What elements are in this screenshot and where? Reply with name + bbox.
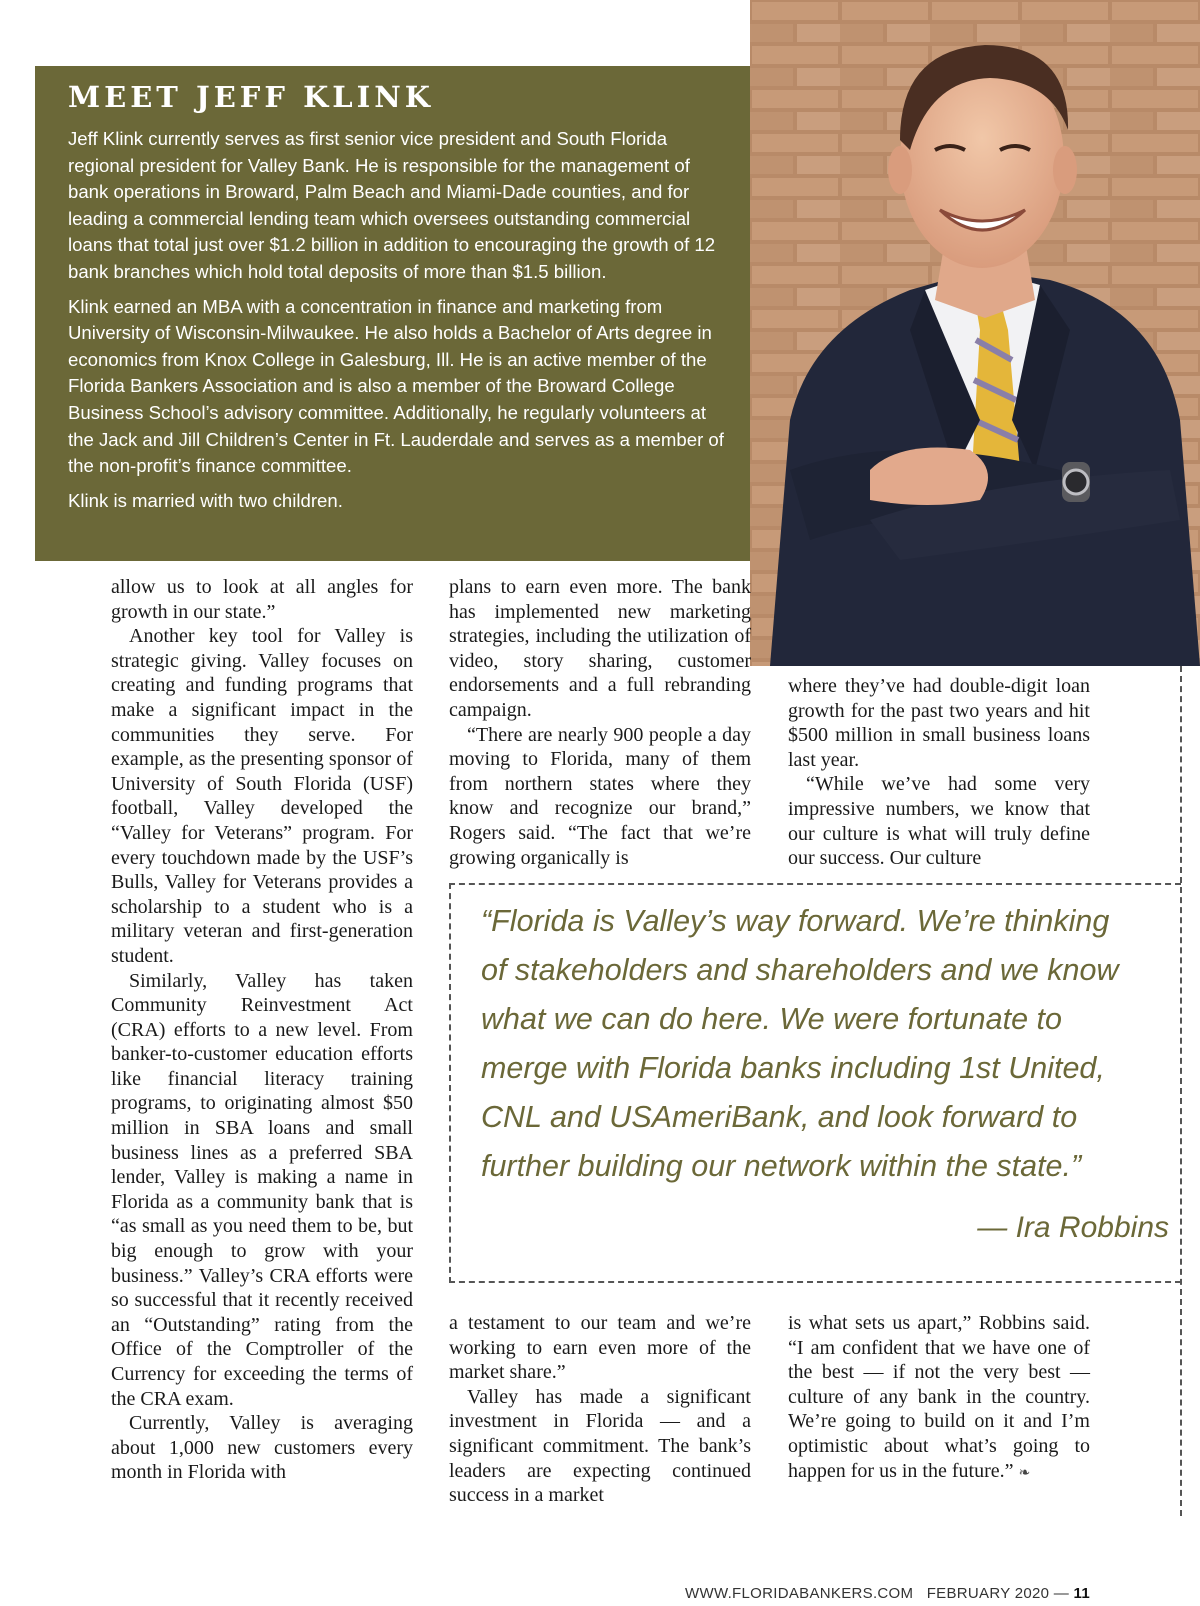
article-paragraph: Similarly, Valley has taken Community Reinvestment Act (CRA) efforts to a new level. From banker-to-customer education efforts like financial literacy training programs, to originating almost $50 million in SBA loans and small business lines as a preferred SBA lender, Valley is making a name in Florida as a community bank that is “as small as you need them to be, but big enough to grow with your business.” Valley’s CRA efforts were so successful that it recently received an “Outstanding” rating from the Office of the Comptroller of the Currency for exceeding the terms of the CRA exam.	[111, 969, 413, 1410]
article-column-3-top	[788, 674, 1090, 871]
article-paragraph: where they’ve had double-digit loan growth for the past two years and hit $500 million in small business loans last year.	[788, 675, 1090, 771]
pull-quote-text: “Florida is Valley’s way forward. We’re thinking of stakeholders and shareholders and we know what we can do here. We were fortunate to merge with Florida banks including 1st United, CNL and USAmeriBank, and look forward to further building our network within the state.”	[481, 904, 1119, 1183]
footer-date: FEBRUARY 2020 —	[926, 1585, 1070, 1602]
article-paragraph	[788, 1311, 1090, 1485]
article-paragraph: plans to earn even more. The bank has implemented new marketing strategies, including the utilization of video, story sharing, customer endorsements and a full rebranding campaign.	[449, 576, 751, 721]
pull-quote-attribution: — Ira Robbins	[977, 1211, 1169, 1244]
article-column-2-top	[449, 575, 751, 870]
bio-paragraph: Jeff Klink currently serves as first senior vice president and South Florida regional president for Valley Bank. He is responsible for the management of bank operations in Broward, Palm Beach and Miami-Dade counties, and for leading a commercial lending team which oversees outstanding commercial loans that total just over $1.2 billion in addition to encouraging the growth of 12 bank branches which hold total deposits of more than $1.5 billion.	[68, 128, 716, 282]
pull-quote-box	[449, 883, 1181, 1283]
article-column-3-bottom	[788, 1311, 1090, 1485]
bio-paragraph: Klink is married with two children.	[68, 489, 343, 511]
article-column-1	[111, 575, 413, 1485]
footer-site: WWW.FLORIDABANKERS.COM	[685, 1585, 914, 1602]
bio-paragraph: Klink earned an MBA with a concentration in finance and marketing from University of Wisconsin-Milwaukee. He also holds a Bachelor of Arts degree in economics from Knox College in Galesburg, Ill. He is an active member of the Florida Bankers Association and is also a member of the Broward College Business School’s advisory committee. Additionally, he regularly volunteers at the Jack and Jill Children’s Center in Ft. Lauderdale and serves as a member of the non-profit’s finance committee.	[68, 295, 724, 477]
bio-box	[35, 66, 750, 561]
article-paragraph: Valley has made a significant investment in Florida — and a significant commitment. The bank’s leaders are expecting continued success in a market	[449, 1385, 751, 1507]
article-paragraph: allow us to look at all angles for growth in our state.”	[111, 576, 413, 623]
article-paragraph: Currently, Valley is averaging about 1,000 new customers every month in Florida with	[111, 1412, 413, 1484]
article-paragraph: “While we’ve had some very impressive numbers, we know that our culture is what will truly define our success. Our culture	[788, 773, 1090, 870]
page-number: 11	[1073, 1585, 1090, 1602]
article-paragraph: a testament to our team and we’re working to earn even more of the market share.”	[449, 1312, 751, 1384]
portrait-photo	[750, 0, 1200, 666]
article-text: is what sets us apart,” Robbins said. “I am confident that we have one of the best — if not the very best — culture of any bank in the country. We’re going to build on it and I’m optimistic about what’s going to happen for us in the future.”	[788, 1312, 1090, 1482]
portrait-icon	[750, 0, 1200, 666]
page-footer	[685, 1585, 1090, 1602]
bio-title: MEET JEFF KLINK	[68, 80, 434, 114]
article-paragraph: Another key tool for Valley is strategic giving. Valley focuses on creating and funding programs that make a significant impact in the communities they serve. For example, as the presenting sponsor of University of South Florida (USF) football, Valley developed the “Valley for Veterans” program. For every touchdown made by the USF’s Bulls, Valley for Veterans provides a scholarship to a student who is a military veteran and first-generation student.	[111, 625, 413, 967]
article-paragraph: “There are nearly 900 people a day moving to Florida, many of them from northern states where they know and recognize our brand,” Rogers said. “The fact that we’re growing organically is	[449, 723, 751, 869]
end-mark-icon: ❧	[1018, 1464, 1031, 1481]
article-column-2-bottom	[449, 1311, 751, 1508]
